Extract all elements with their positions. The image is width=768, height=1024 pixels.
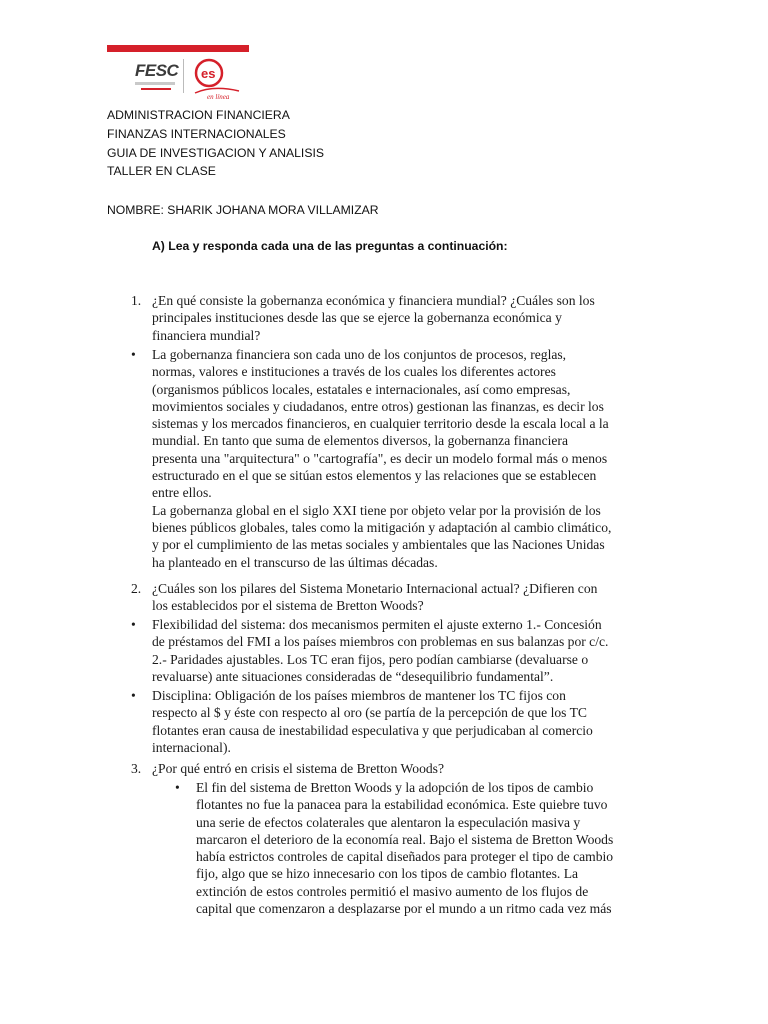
logo-red-bar — [107, 45, 249, 52]
text-line: La gobernanza financiera son cada uno de los conjuntos de procesos, reglas, — [152, 347, 567, 362]
text-line: ¿Cuáles son los pilares del Sistema Monetario Internacional actual? ¿Difieren con — [152, 581, 598, 596]
text-line: mundial. En tanto que suma de elementos diversos, la gobernanza financiera — [152, 433, 568, 449]
bullet-icon: • — [131, 688, 136, 703]
text-line: bienes públicos globales, tales como la mitigación y adaptación al cambio climático, — [152, 519, 612, 535]
institution-logo — [107, 45, 249, 110]
text-line: fijo, algo que se hizo innecesario con los tipos de cambio flotantes. La — [196, 866, 579, 882]
text-line: ha planteado en el transcurso de las últimas décadas. — [152, 554, 438, 570]
text-line: revaluarse) ante situaciones consideradas de “desequilibrio fundamental”. — [152, 668, 554, 684]
text-line: sistemas y los mercados financieros, en cualquier territorio desde la escala local a la — [152, 416, 609, 432]
question-1-answer — [152, 346, 611, 571]
question-2-text — [152, 580, 597, 615]
text-line: capital que comenzaron a desplazarse por el mundo a un ritmo cada vez más — [196, 901, 612, 917]
text-line: ¿En qué consiste la gobernanza económica y financiera mundial? ¿Cuáles son los — [152, 293, 595, 308]
text-line: flotantes no fue la panacea para la estabilidad económica. Este quiebre tuvo — [196, 797, 608, 813]
text-line: El fin del sistema de Bretton Woods y la adopción de los tipos de cambio — [196, 780, 594, 795]
question-3-text — [152, 760, 444, 777]
logo-es-mark-icon — [189, 55, 245, 103]
question-2-number: 2. — [131, 581, 142, 596]
logo-underline-accent — [141, 88, 171, 90]
logo-divider — [183, 59, 184, 93]
text-line: movimientos sociales y ciudadanos, entre otros) gestionan las finanzas, es decir los — [152, 398, 604, 414]
question-1-text — [152, 292, 595, 344]
text-line: los establecidos por el sistema de Bretton Woods? — [152, 598, 424, 614]
text-line: financiera mundial? — [152, 327, 261, 343]
text-line: una serie de efectos colaterales que alentaron la especulación masiva y — [196, 814, 581, 830]
text-line: internacional). — [152, 739, 231, 755]
logo-brand-text: FESC — [135, 61, 179, 80]
text-line: Flexibilidad del sistema: dos mecanismos permiten el ajuste externo 1.- Concesión — [152, 617, 602, 632]
text-line: 2.- Paridades ajustables. Los TC eran fijos, pero podían cambiarse (devaluarse o — [152, 651, 589, 667]
logo-underline — [135, 82, 175, 85]
bullet-icon: • — [175, 780, 180, 795]
text-line: estructurado en el que se sitúan estos elementos y las relaciones que se establecen — [152, 468, 597, 484]
text-line: principales instituciones desde las que se ejerce la gobernanza económica y — [152, 310, 562, 326]
guide-title: GUIA DE INVESTIGACION Y ANALISIS — [107, 146, 324, 160]
question-3-number: 3. — [131, 761, 142, 776]
text-line: normas, valores e instituciones a través de los cuales los diferentes actores — [152, 364, 556, 380]
text-line: había estrictos controles de capital diseñados para proteger el tipo de cambio — [196, 849, 614, 865]
course-title: FINANZAS INTERNACIONALES — [107, 127, 286, 141]
question-2-answer-discipline — [152, 687, 593, 756]
text-line: flotantes eran causa de inestabilidad especulativa y que perjudicaban al comercio — [152, 722, 593, 738]
text-line: (organismos públicos locales, estatales e internacionales, así como empresas, — [152, 381, 571, 397]
logo-mark-text: es — [201, 66, 216, 81]
instruction-heading: A) Lea y responda cada una de las preguntas a continuación: — [152, 239, 508, 253]
logo-script-text: en línea — [207, 93, 230, 101]
text-line: y por el cumplimiento de las metas sociales y ambientales que las Naciones Unidas — [152, 537, 605, 553]
text-line: Disciplina: Obligación de los países miembros de mantener los TC fijos con — [152, 688, 566, 703]
student-name: NOMBRE: SHARIK JOHANA MORA VILLAMIZAR — [107, 203, 379, 217]
text-line: respecto al $ y éste con respecto al oro (se partía de la percepción de que los TC — [152, 705, 587, 721]
workshop-title: TALLER EN CLASE — [107, 164, 216, 178]
text-line: entre ellos. — [152, 485, 212, 501]
question-3-answer — [196, 779, 613, 917]
text-line: marcaron el deterioro de la economía real. Bajo el sistema de Bretton Woods — [196, 831, 614, 847]
bullet-icon: • — [131, 347, 136, 362]
bullet-icon: • — [131, 617, 136, 632]
text-line: La gobernanza global en el siglo XXI tiene por objeto velar por la provisión de los — [152, 502, 601, 518]
text-line: presenta una "arquitectura" o "cartografía", es decir un modelo formal más o menos — [152, 450, 608, 466]
question-1-number: 1. — [131, 293, 142, 308]
program-title: ADMINISTRACION FINANCIERA — [107, 108, 290, 122]
text-line: de préstamos del FMI a los países miembros con problemas en sus balanzas por c/c. — [152, 634, 609, 650]
text-line: ¿Por qué entró en crisis el sistema de Bretton Woods? — [152, 761, 444, 776]
text-line: extinción de estos controles permitió el masivo aumento de los flujos de — [196, 883, 589, 899]
question-2-answer-flexibility — [152, 616, 608, 685]
